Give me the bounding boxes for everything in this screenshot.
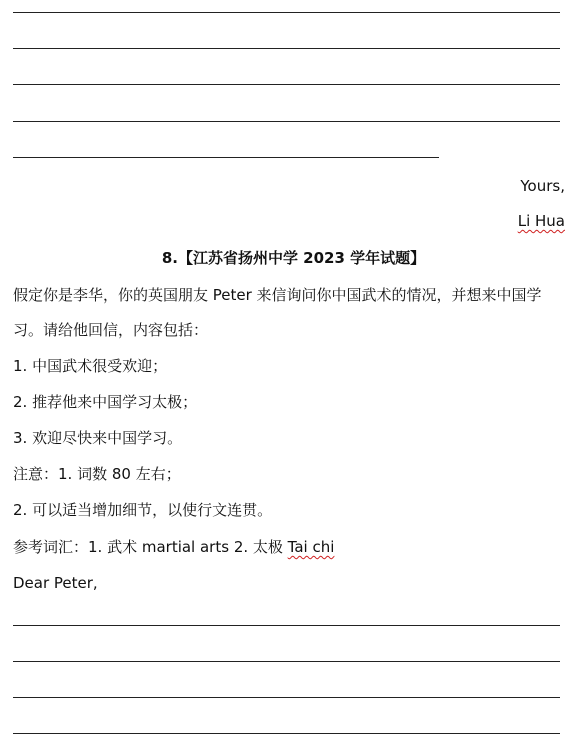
answer-line-short (13, 157, 439, 158)
content-point-3: 3. 欢迎尽快来中国学习。 (13, 429, 183, 447)
content-point-1: 1. 中国武术很受欢迎； (13, 357, 168, 375)
signature-text: Li Hua (517, 212, 565, 230)
letter-closing: Yours, (520, 177, 565, 195)
answer-line (13, 697, 560, 698)
notes-line-2: 2. 可以适当增加细节，以使行文连贯。 (13, 501, 273, 519)
letter-greeting: Dear Peter, (13, 574, 98, 592)
answer-line (13, 84, 560, 85)
answer-line (13, 661, 560, 662)
answer-line (13, 625, 560, 626)
vocabulary-prefix: 参考词汇：1. 武术 martial arts 2. 太极 (13, 538, 288, 556)
notes-line-1: 注意：1. 词数 80 左右； (13, 465, 181, 483)
question-title: 8.【江苏省扬州中学 2023 学年试题】 (161, 249, 426, 267)
prompt-line-1: 假定你是李华，你的英国朋友 Peter 来信询问你中国武术的情况，并想来中国学 (13, 286, 542, 304)
vocabulary-line (13, 537, 334, 557)
content-point-2: 2. 推荐他来中国学习太极； (13, 393, 198, 411)
answer-line (13, 48, 560, 49)
vocabulary-taichi: Tai chi (287, 538, 335, 556)
answer-line (13, 733, 560, 734)
prompt-line-2: 习。请给他回信，内容包括： (13, 321, 209, 339)
letter-signature (518, 211, 565, 231)
answer-line (13, 121, 560, 122)
answer-line (13, 12, 560, 13)
